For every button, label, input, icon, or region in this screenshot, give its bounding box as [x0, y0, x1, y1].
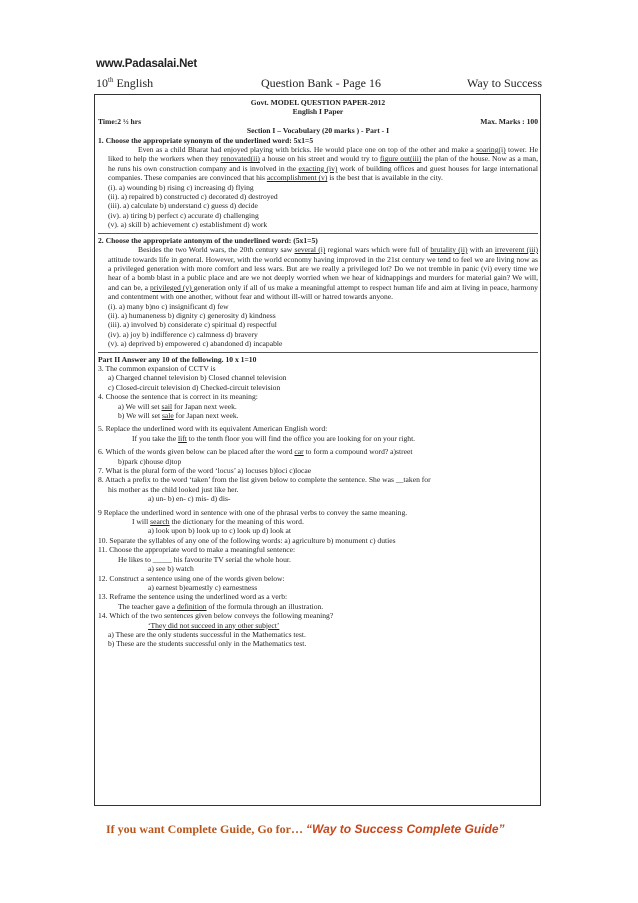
question-paper: [98, 98, 538, 649]
q9-sentence: I will search the dictionary for the meaning of this word.: [132, 517, 304, 527]
underlined-word: irreverent (iii): [494, 245, 539, 255]
q14: 14. Which of the two sentences given below conveys the following meaning?: [98, 611, 334, 621]
divider: [98, 352, 538, 353]
q13-sentence: The teacher gave a definition of the formula through an illustration.: [118, 601, 324, 611]
underlined-word: renovated(ii): [220, 154, 260, 164]
q2-options: [98, 302, 538, 349]
q14-option-b: b) These are the students successful only in the Mathematics test.: [108, 639, 307, 649]
passage-text: is the best that is available in the city.: [327, 173, 443, 183]
passage-text: the plan of the house. Now as a man, he runs his own construction company and is involved in the: [108, 154, 539, 173]
option-line: (v). a) deprived b) empowered c) abandoned d) incapable: [108, 339, 283, 349]
q11-options: a) see b) watch: [148, 564, 194, 574]
option-line: (iii). a) calculate b) understand c) guess d) decide: [108, 201, 258, 211]
q14-option-a: a) These are the only students successful in the Mathematics test.: [108, 629, 306, 639]
q12: 12. Construct a sentence using one of the words given below:: [98, 573, 285, 583]
paper-title: Govt. MODEL QUESTION PAPER-2012: [250, 98, 386, 107]
option-line: (i). a) many b)no c) insignificant d) few: [108, 301, 229, 311]
passage-text: tower. He liked to help the workers when they: [108, 145, 538, 164]
q3-options-a: a) Charged channel television b) Closed channel television: [108, 373, 287, 383]
q4-option-b: b) We will set sale for Japan next week.: [118, 411, 239, 420]
footer-banner: [106, 822, 505, 837]
footer-lead: If you want Complete Guide, Go for…: [106, 822, 306, 836]
option-line: (v). a) skill b) achievement c) establishment d) work: [108, 220, 268, 230]
q6-options: b)park c)house d)top: [118, 456, 182, 466]
header-subject: 10th English: [96, 76, 154, 90]
q10: 10. Separate the syllables of any one of the following words: a) agriculture b) monument c) duties: [98, 535, 396, 545]
option-line: (iv). a) tiring b) perfect c) accurate d) challenging: [108, 210, 259, 220]
q5: 5. Replace the underlined word with its equivalent American English word:: [98, 424, 328, 434]
paper-subtitle: English I Paper: [292, 107, 344, 117]
time-marks-row: [98, 117, 538, 126]
q4-option-a: a) We will set sail for Japan next week.: [118, 401, 237, 411]
underlined-word: accomplishment (v): [266, 173, 328, 183]
q1-heading: 1. Choose the appropriate synonym of the underlined word: 5x1=5: [98, 135, 314, 145]
q5-sentence: If you take the lift to the tenth floor you will find the office you are looking for on your right.: [132, 433, 416, 443]
option-line: (iv). a) joy b) indifference c) calmness d) bravery: [108, 329, 258, 339]
option-line: (ii). a) humaneness b) dignity c) generosity d) kindness: [108, 310, 276, 320]
q11-sentence: He likes to _____ his favourite TV serial the whole hour.: [118, 554, 291, 564]
q7: 7. What is the plural form of the word ‘locus’ a) locuses b)loci c)locae: [98, 466, 312, 476]
underlined-word: several (i): [294, 245, 326, 255]
q3: 3. The common expansion of CCTV is: [98, 363, 216, 373]
q1-passage: [98, 145, 538, 183]
site-watermark: www.Padasalai.Net: [96, 58, 197, 70]
passage-text: a house on his street and would try to: [259, 154, 380, 164]
underlined-word: privileged (v): [150, 282, 194, 292]
q9: 9 Replace the underlined word in sentence with one of the phrasal verbs to convey the same meaning.: [98, 507, 408, 517]
q8: 8. Attach a prefix to the word ‘taken’ from the list given below to complete the sentence. She was __taken for: [98, 475, 431, 485]
header-right: Way to Success: [466, 76, 542, 90]
option-line: (ii). a) repaired b) constructed c) decorated d) destroyed: [108, 192, 278, 202]
passage-text: Even as a child Bharat had enjoyed playing with bricks. He would place one on top of the other and make a: [138, 145, 477, 155]
underlined-word: exacting (iv): [298, 163, 338, 173]
section-heading: Section I – Vocabulary (20 marks ) - Part - I: [246, 126, 390, 136]
q4: 4. Choose the sentence that is correct in its meaning:: [98, 392, 258, 402]
q8-cont: his mother as the child looked just like her.: [108, 484, 239, 494]
option-line: (i). a) wounding b) rising c) increasing d) flying: [108, 182, 254, 192]
q1-options: [98, 183, 538, 230]
q2-heading: 2. Choose the appropriate antonym of the underlined word: (5x1=5): [98, 235, 318, 245]
q14-meaning: ‘They did not succeed in any other subject’: [148, 620, 280, 630]
q6: 6. Which of the words given below can be placed after the word car to form a compound word? a)street: [98, 447, 413, 457]
q11: 11. Choose the appropriate word to make a meaningful sentence:: [98, 545, 296, 555]
passage-text: Besides the two World wars, the 20th century saw: [138, 245, 295, 255]
option-line: (iii). a) involved b) considerate c) spiritual d) respectful: [108, 320, 277, 330]
q12-options: a) earnest b)earnestly c) earnestness: [148, 582, 258, 592]
underlined-word: brutality (ii): [430, 245, 468, 255]
passage-text: generation only if all of us make a meaningful attempt to respect human life and aim at living in peace, harmony and contentment with one another, without fear and without ill-will or hatred towards anyone.: [108, 282, 538, 302]
q2-passage: [98, 245, 538, 301]
underlined-word: figure out(iii): [379, 154, 422, 164]
marks-label: Max. Marks : 100: [480, 116, 538, 126]
header-page: Question Bank - Page 16: [261, 76, 381, 90]
q8-options: a) un- b) en- c) mis- d) dis-: [148, 494, 231, 504]
passage-text: work of building offices and guest houses for large international companies. These companies are convinced that his: [108, 163, 538, 183]
underlined-word: soaring(i): [476, 145, 506, 155]
divider: [98, 233, 538, 234]
passage-text: attitude towards life in general. However, with the world economy having improved in the 21st century we tend to feel we are living now as a privileged generation with more comfort and less wars. But are we really a privileged lot? Do we not tremble in panic (vi) every time we hear of a bomb blast in a public place and are we not deeply worried when we hear of kidnappings and murders for material gain? We will, and can be, a: [108, 254, 538, 292]
q13: 13. Reframe the sentence using the underlined word as a verb:: [98, 592, 288, 602]
time-label: Time:2 ½ hrs: [98, 116, 142, 126]
part2-heading: Part II Answer any 10 of the following. 10 x 1=10: [98, 354, 257, 364]
footer-guide: “Way to Success Complete Guide”: [306, 822, 505, 836]
q3-options-c: c) Closed-circuit television d) Checked-circuit television: [108, 382, 281, 392]
passage-text: regional wars which were full of: [325, 245, 431, 255]
passage-text: with an: [467, 245, 495, 255]
q9-options: a) look upon b) look up to c) look up d) look at: [148, 526, 291, 536]
